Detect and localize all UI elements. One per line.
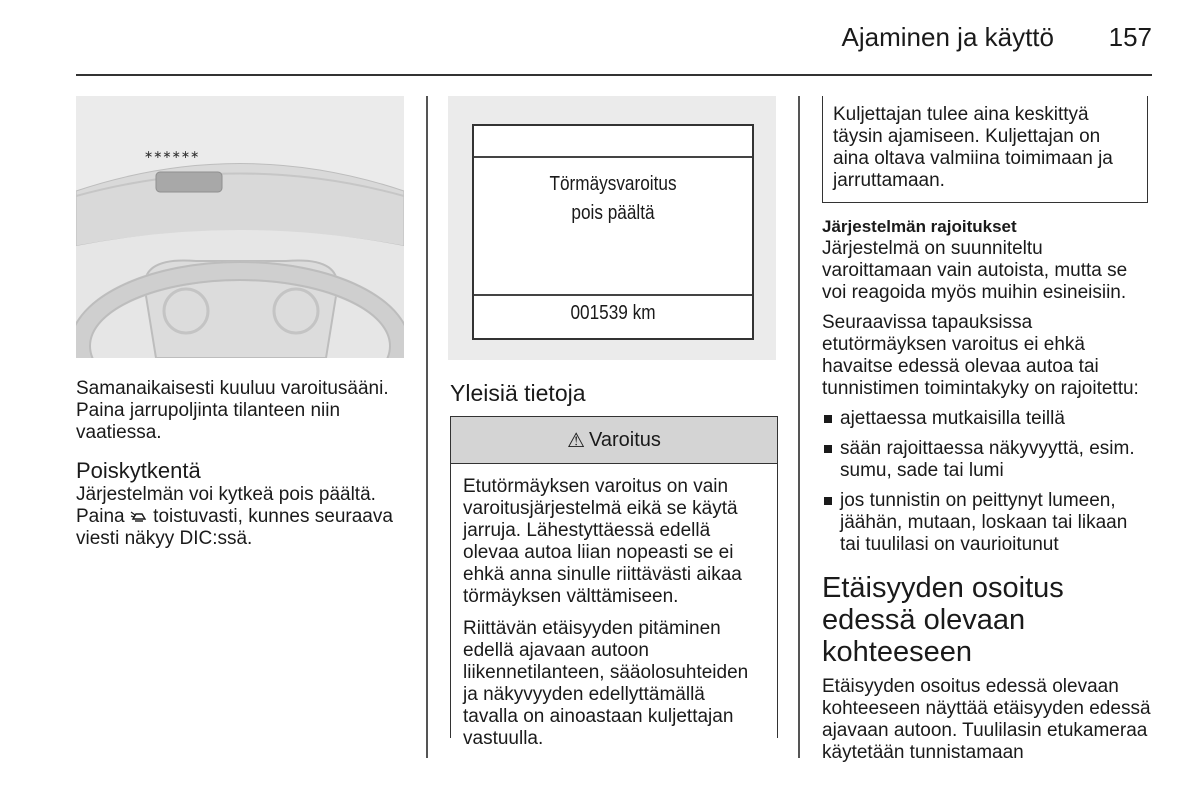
- deactivation-press-text: Paina: [76, 506, 125, 527]
- dic-bottom-line: [474, 294, 752, 296]
- dic-top-line: [474, 156, 752, 158]
- page-number: 157: [1108, 22, 1152, 52]
- warning-paragraph-2: Riittävän etäisyyden pitäminen edellä ajavaan autoon liikennetilanteen, sääolosuhteiden ja näkyvyyden edellyttämällä tavalla on ainoastaan kuljettajan vastuulla.: [463, 618, 749, 749]
- distance-paragraph: Etäisyyden osoitus edessä olevaan kohteeseen näyttää etäisyyden edessä ajavaan autoon. Tuulilasin etukameraa käytetään tunnistamaan: [822, 676, 1151, 763]
- dic-odometer: 001539 km: [570, 302, 656, 324]
- section-heading-yleisia-tietoja: Yleisiä tietoja: [450, 380, 586, 406]
- section-heading-poiskytkenta: Poiskytkentä: [76, 458, 201, 483]
- warning-body: [451, 464, 777, 749]
- subheading-limitations: Järjestelmän rajoitukset: [822, 217, 1017, 236]
- dic-message: [493, 170, 732, 228]
- warning-title: Varoitus: [589, 428, 661, 451]
- warning-paragraph-1: Etutörmäyksen varoitus on vain varoitusjärjestelmä eikä se käytä jarruja. Lähestyttäessä edellä olevaa autoa liian nopeasti se ei ehkä anna sinulle riittävästi aikaa törmäyksen välttämiseen.: [463, 476, 742, 607]
- collision-alert-icon: [130, 509, 148, 523]
- warning-triangle-icon: ⚠: [567, 429, 586, 452]
- column-divider-right: [798, 96, 800, 758]
- deactivation-line1: Järjestelmän voi kytkeä pois päältä.: [76, 484, 376, 505]
- limitations-paragraph-2: Seuraavissa tapauksissa etutörmäyksen varoitus ei ehkä havaitse edessä olevaa autoa tai tunnistimen toimintakyky on rajoitettu:: [822, 312, 1139, 399]
- notice-text: Kuljettajan tulee aina keskittyä täysin ajamiseen. Kuljettajan on aina oltava valmiina toimimaan ja jarruttamaan.: [833, 104, 1113, 191]
- list-item: sään rajoittaessa näkyvyyttä, esim. sumu, sade tai lumi: [822, 438, 1152, 482]
- header-rule: [76, 74, 1152, 76]
- warning-light-indicator: ∗∗∗∗∗∗: [144, 148, 200, 161]
- column-1-text: [76, 378, 408, 550]
- dashboard-illustration: [76, 96, 404, 358]
- dic-message-line1: Törmäysvaroitus: [549, 173, 677, 195]
- column-3-text: [822, 216, 1152, 764]
- steering-wheel-illustration: [76, 96, 404, 358]
- limitations-list: [822, 408, 1152, 556]
- warning-header: [451, 417, 777, 464]
- section-heading-distance-indication: Etäisyyden osoitus edessä olevaan kohteeseen: [822, 572, 1064, 668]
- list-item: jos tunnistin on peittynyt lumeen, jäähän, mutaan, loskaan tai likaan tai tuulilasi on vaurioitunut: [822, 490, 1152, 556]
- deactivation-rest-text: toistuvasti, kunnes seuraava viesti näkyy DIC:ssä.: [76, 506, 393, 549]
- page-header-title: Ajaminen ja käyttö: [841, 22, 1054, 52]
- warning-sound-paragraph: Samanaikaisesti kuuluu varoitusääni. Paina jarrupoljinta tilanteen niin vaatiessa.: [76, 378, 389, 443]
- column-divider-left: [426, 96, 428, 758]
- warning-box: [450, 416, 778, 749]
- deactivation-paragraph: [76, 484, 408, 550]
- driver-attention-notice: [822, 96, 1148, 203]
- limitations-paragraph-1: Järjestelmä on suunniteltu varoittamaan vain autoista, mutta se voi reagoida myös muihin esineisiin.: [822, 238, 1128, 303]
- list-item: ajettaessa mutkaisilla teillä: [822, 408, 1152, 430]
- dic-display-illustration: [448, 96, 776, 360]
- dic-message-line2: pois päältä: [571, 202, 655, 224]
- dic-screen: [472, 124, 754, 340]
